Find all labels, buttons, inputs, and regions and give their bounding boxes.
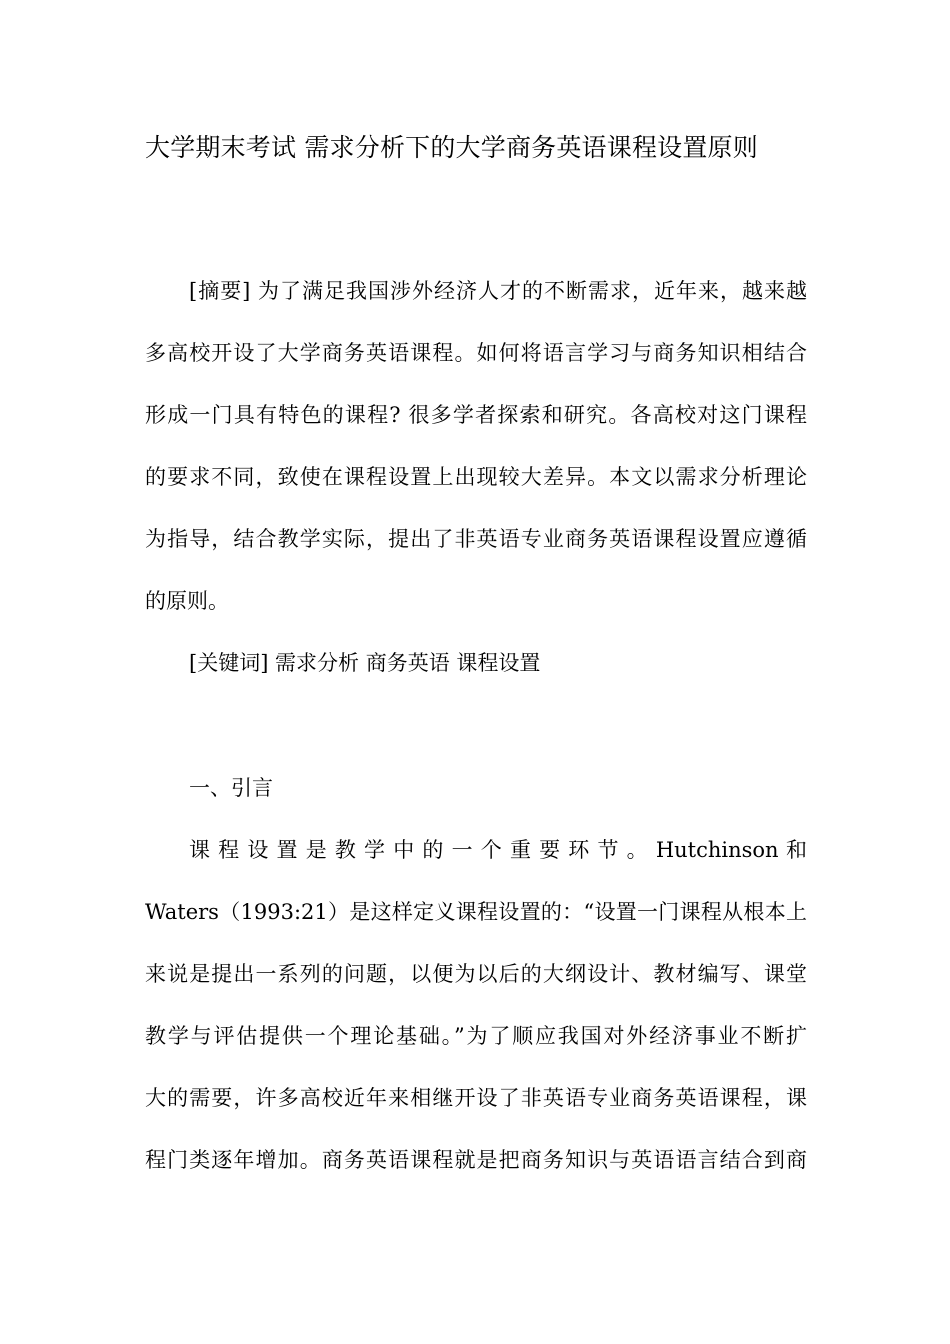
body-line: 大的需要，许多高校近年来相继开设了非英语专业商务英语课程，课 (145, 1086, 807, 1110)
abstract-line: 形成一门具有特色的课程? 很多学者探索和研究。各高校对这门课程 (145, 403, 807, 427)
abstract-line: 为指导，结合教学实际，提出了非英语专业商务英语课程设置应遵循 (145, 527, 807, 551)
section-heading: 一、引言 (189, 776, 273, 800)
body-line: 来说是提出一系列的问题，以便为以后的大纲设计、教材编写、课堂 (145, 962, 807, 986)
document-title: 大学期末考试 需求分析下的大学商务英语课程设置原则 (145, 133, 758, 162)
abstract-line: 的要求不同，致使在课程设置上出现较大差异。本文以需求分析理论 (145, 465, 807, 489)
body-line: 程门类逐年增加。商务英语课程就是把商务知识与英语语言结合到商 (145, 1148, 807, 1172)
body-line: Waters（1993:21）是这样定义课程设置的：“设置一门课程从根本上 (145, 900, 807, 924)
abstract-line: [摘要] 为了满足我国涉外经济人才的不断需求，近年来，越来越 (189, 279, 807, 303)
keywords-line: [关键词] 需求分析 商务英语 课程设置 (189, 651, 541, 675)
body-line: 教学与评估提供一个理论基础。”为了顺应我国对外经济事业不断扩 (145, 1024, 807, 1048)
body-line: 课 程 设 置 是 教 学 中 的 一 个 重 要 环 节 。 Hutchinson 和 (189, 838, 807, 862)
abstract-line: 的原则。 (145, 589, 229, 613)
abstract-line: 多高校开设了大学商务英语课程。如何将语言学习与商务知识相结合 (145, 341, 807, 365)
